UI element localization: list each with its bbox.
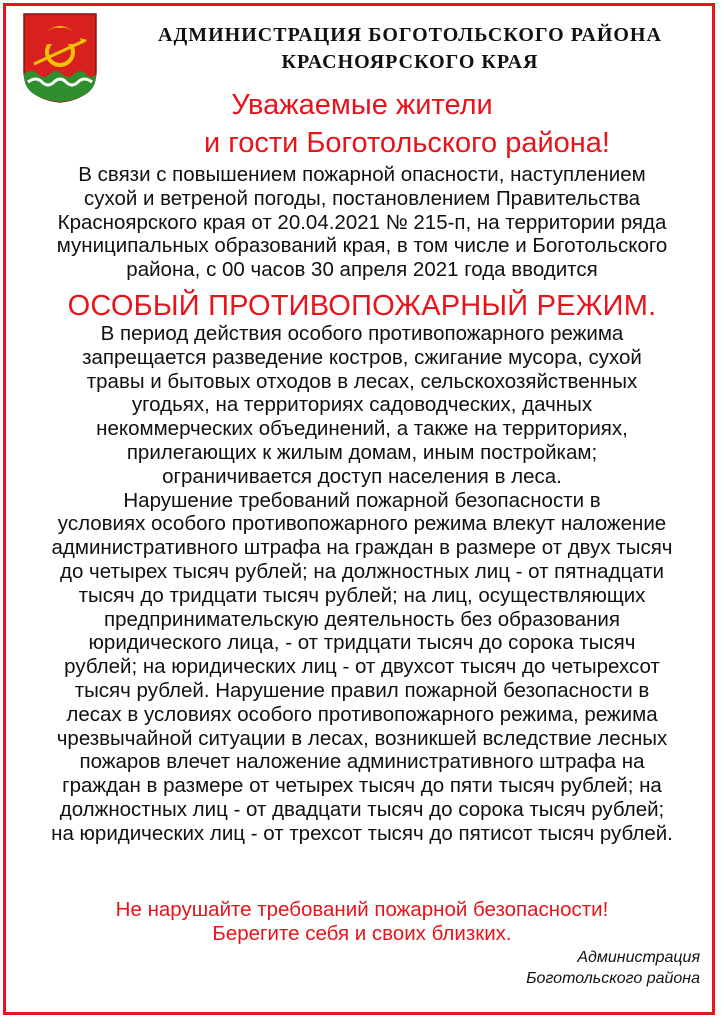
body-line: предпринимательскую деятельность без образования	[104, 607, 620, 631]
org-line-2: КРАСНОЯРСКОГО КРАЯ	[281, 51, 539, 73]
body-line: лесах в условиях особого противопожарного режима, режима	[66, 702, 658, 726]
greeting-line-2: и гости Боготольского района!	[204, 127, 610, 159]
signature	[526, 947, 700, 989]
intro-paragraph	[10, 163, 714, 282]
body-line: до четырех тысяч рублей; на должностных лиц - от пятнадцати	[60, 559, 664, 583]
body-line: граждан в размере от четырех тысяч до пяти тысяч рублей; на	[62, 774, 662, 798]
body-line: рублей; на юридических лиц - от двухсот тысяч до четырехсот	[64, 655, 660, 679]
closing-appeal	[0, 898, 724, 946]
body-line: травы и бытовых отходов в лесах, сельскохозяйственных	[86, 369, 638, 393]
body-line: некоммерческих объединений, а также на территориях,	[96, 417, 628, 441]
body-line: запрещается разведение костров, сжигание мусора, сухой	[82, 345, 642, 369]
org-line-1: АДМИНИСТРАЦИЯ БОГОТОЛЬСКОГО РАЙОНА	[158, 24, 662, 46]
body-line: тысяч до тридцати тысяч рублей; на лиц, осуществляющих	[78, 583, 646, 607]
body-line: угодьях, на территориях садоводческих, дачных	[131, 393, 593, 417]
signature-line-2: Боготольского района	[526, 970, 700, 987]
body-line: ограничивается доступ населения в леса.	[162, 464, 562, 488]
body-line: должностных лиц - от двадцати тысяч до сорока тысяч рублей;	[59, 797, 665, 821]
intro-line: района, с 00 часов 30 апреля 2021 года вводится	[126, 258, 598, 282]
intro-line: муниципальных образований края, в том числе и Боготольского	[56, 234, 668, 258]
body-line: юридического лица, - от тридцати тысяч до сорока тысяч	[88, 631, 636, 655]
intro-line: Красноярского края от 20.04.2021 № 215-п, на территории ряда	[57, 210, 667, 234]
body-line: административного штрафа на граждан в размере от двух тысяч	[51, 536, 673, 560]
closing-line-1: Не нарушайте требований пожарной безопасности!	[115, 898, 609, 921]
closing-line-2: Берегите себя и своих близких.	[212, 922, 512, 945]
organization-header	[100, 22, 720, 76]
body-line: тысяч рублей. Нарушение правил пожарной безопасности в	[74, 678, 650, 702]
body-line: пожаров влечет наложение административного штрафа на	[79, 750, 645, 774]
body-line: условиях особого противопожарного режима влекут наложение	[57, 512, 667, 536]
greeting-line-1: Уважаемые жители	[231, 89, 493, 121]
body-paragraph	[10, 322, 714, 846]
body-line: на юридических лиц - от трехсот тысяч до пятисот тысяч рублей.	[51, 821, 673, 845]
body-line: Нарушение требований пожарной безопасности в	[123, 488, 601, 512]
body-line: В период действия особого противопожарного режима	[100, 322, 624, 345]
body-line: прилегающих к жилым домам, иным постройкам;	[126, 440, 598, 464]
intro-line: сухой и ветреной погоды, постановлением Правительства	[83, 186, 641, 210]
greeting	[0, 86, 724, 162]
body-line: чрезвычайной ситуации в лесах, возникшей вследствие лесных	[56, 726, 668, 750]
regime-title: ОСОБЫЙ ПРОТИВОПОЖАРНЫЙ РЕЖИМ.	[67, 290, 657, 322]
intro-line: В связи с повышением пожарной опасности, наступлением	[78, 163, 646, 186]
signature-line-1: Администрация	[577, 949, 700, 966]
